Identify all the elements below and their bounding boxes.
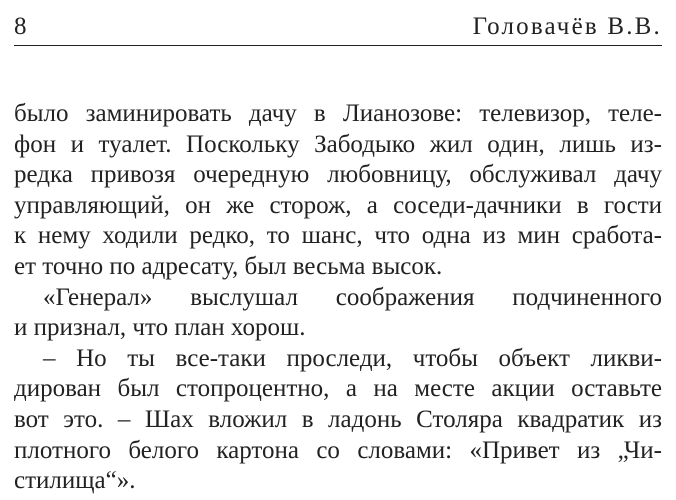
text-line: дирован был стопроцентно, а на месте акции оставьте — [14, 375, 662, 403]
text-line: ет точно по адресату, был весьма высок. — [14, 252, 443, 280]
body-text — [14, 99, 662, 497]
text-line: «Генерал» выслушал соображения подчиненного — [43, 283, 662, 311]
running-head — [14, 12, 662, 44]
text-line: к нему ходили редко, то шанс, что одна из мин сработа- — [14, 222, 662, 250]
text-line: и признал, что план хорош. — [14, 314, 306, 342]
header-rule — [14, 45, 662, 46]
text-line: плотного белого картона со словами: «Привет из „Чи- — [14, 436, 662, 464]
running-head-author: Головачёв В.В. — [472, 13, 662, 40]
text-line: фон и туалет. Поскольку Забодыко жил один, лишь из- — [14, 130, 662, 158]
page-number: 8 — [14, 13, 27, 40]
text-line: – Но ты все-таки проследи, чтобы объект ликви- — [43, 344, 662, 372]
text-line: стилища“». — [14, 467, 136, 495]
text-line: редка привозя очередную любовницу, обслуживал дачу — [14, 161, 662, 189]
text-line: вот это. – Шах вложил в ладонь Столяра квадратик из — [14, 405, 662, 433]
text-line: было заминировать дачу в Лианозове: телевизор, теле- — [14, 100, 662, 127]
text-line: управляющий, он же сторож, а соседи-дачники в гости — [14, 191, 662, 219]
